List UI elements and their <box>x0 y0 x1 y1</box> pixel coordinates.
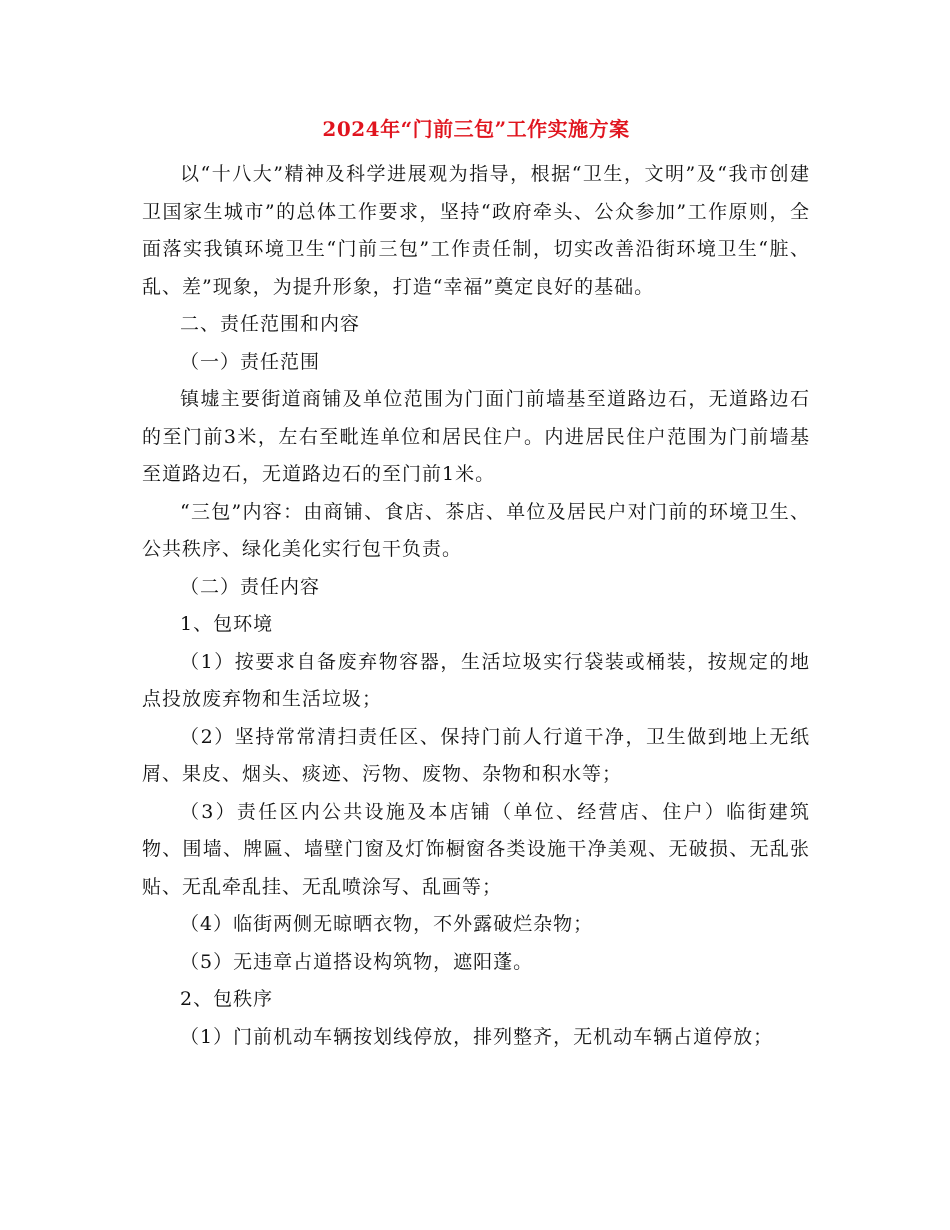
list-item: （4）临街两侧无晾晒衣物，不外露破烂杂物； <box>180 913 594 935</box>
document-page <box>142 112 810 1056</box>
subsection-heading-scope: （一）责任范围 <box>180 350 321 373</box>
list-item: （3）责任区内公共设施及本店铺（单位、经营店、住户）临街建筑物、围墙、牌匾、墙壁门窗及灯饰橱窗各类设施干净美观、无破损、无乱张贴、无乱牵乱挂、无乱喷涂写、乱画等； <box>142 800 810 898</box>
section-heading-2: 二、责任范围和内容 <box>180 313 361 335</box>
paragraph-intro: 以“十八大”精神及科学进展观为指导，根据“卫生，文明”及“我市创建卫国家生城市”的总体工作要求，坚持“政府牵头、公众参加”工作原则，全面落实我镇环境卫生“门前三包”工作责任制，切实改善沿街环境卫生“脏、乱、差”现象，为提升形象，打造“幸福”奠定良好的基础。 <box>142 163 810 298</box>
list-item: （2）坚持常常清扫责任区、保持门前人行道干净，卫生做到地上无纸屑、果皮、烟头、痰迹、污物、废物、杂物和积水等； <box>142 725 810 785</box>
item-heading-environment: 1、包环境 <box>180 613 274 635</box>
document-title: 2024年“门前三包”工作实施方案 <box>322 117 630 141</box>
item-heading-order: 2、包秩序 <box>180 988 274 1010</box>
paragraph-scope: 镇墟主要街道商铺及单位范围为门面门前墙基至道路边石，无道路边石的至门前3米，左右至毗连单位和居民住户。内进居民住户范围为门前墙基至道路边石，无道路边石的至门前1米。 <box>142 388 810 485</box>
subsection-heading-content: （二）责任内容 <box>180 575 321 598</box>
list-item: （5）无违章占道搭设构筑物，遮阳蓬。 <box>180 950 534 973</box>
list-item: （1）门前机动车辆按划线停放，排列整齐，无机动车辆占道停放； <box>180 1025 774 1048</box>
paragraph-three-contents: “三包”内容：由商铺、食店、茶店、单位及居民户对门前的环境卫生、公共秩序、绿化美化实行包干负责。 <box>142 500 810 560</box>
list-item: （1）按要求自备废弃物容器，生活垃圾实行袋装或桶装，按规定的地点投放废弃物和生活垃圾； <box>142 650 810 710</box>
